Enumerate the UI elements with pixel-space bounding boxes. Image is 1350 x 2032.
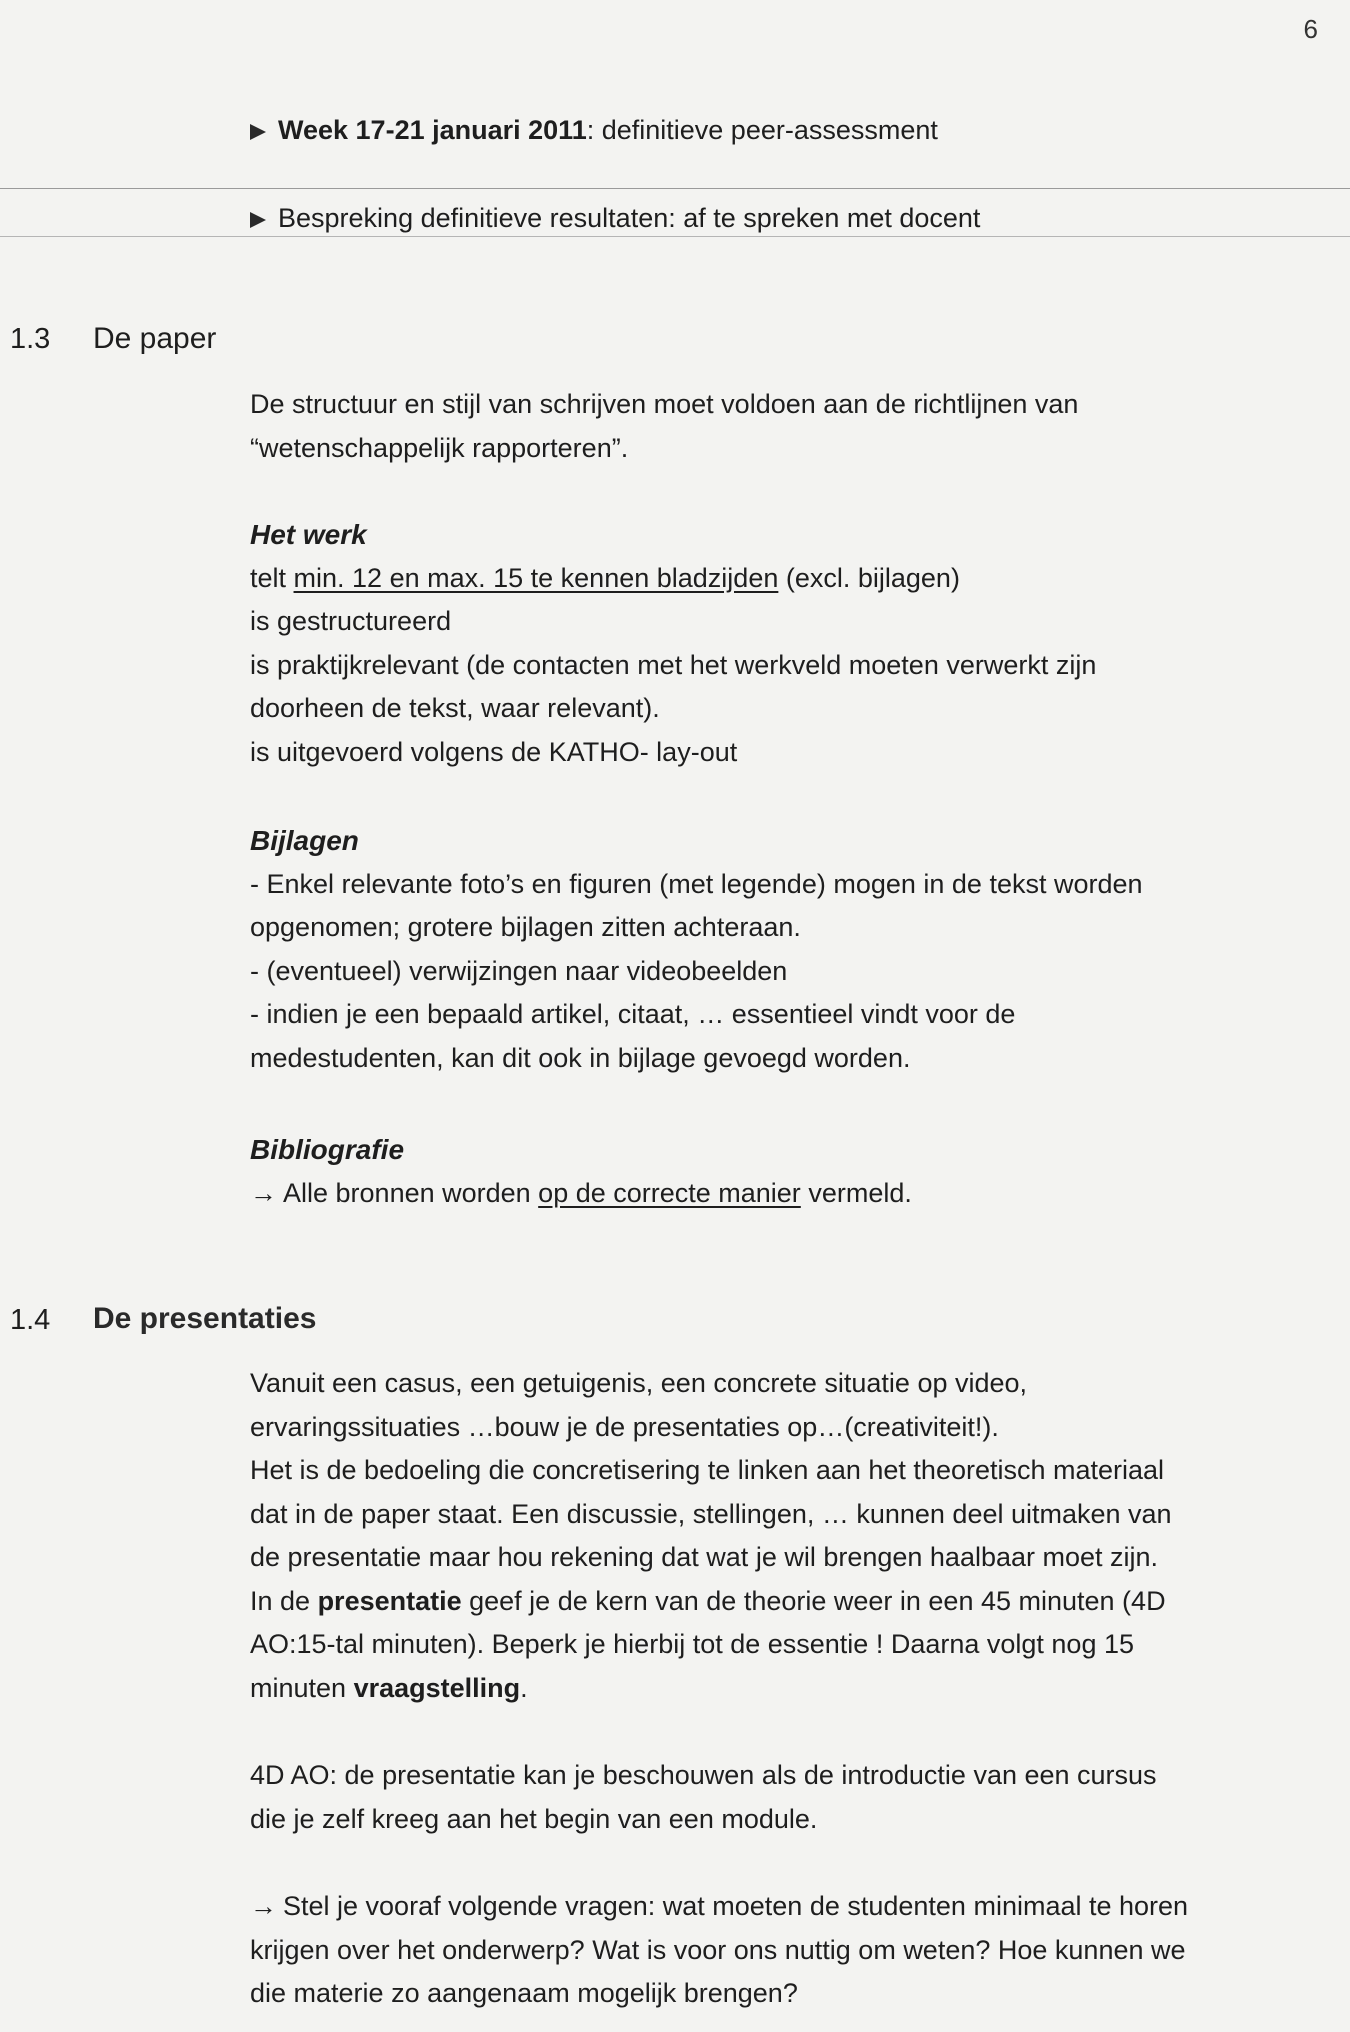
presentaties-line: de presentatie maar hou rekening dat wat je wil brengen haalbaar moet zijn. (250, 1542, 1159, 1572)
section-number: 1.4 (10, 1304, 51, 1336)
divider-line (0, 236, 1350, 237)
werk-line: is praktijkrelevant (de contacten met het werkveld moeten verwerkt zijn (250, 649, 1097, 680)
schedule-item-bespreking (250, 200, 980, 236)
bibliografie-line: → Alle bronnen worden op de correcte manier vermeld. (250, 1177, 912, 1208)
paper-section-body (250, 383, 1320, 470)
citation-requirement: op de correcte manier (538, 1177, 801, 1208)
presentaties-paragraph-2 (250, 1754, 1320, 1841)
schedule-week-text: : definitieve peer-assessment (586, 115, 938, 145)
presentaties-line: Het is de bedoeling die concretisering te linken aan het theoretisch materiaal (250, 1455, 1165, 1485)
schedule-bespreking-text: Bespreking definitieve resultaten: af te spreken met docent (278, 203, 981, 233)
werk-line: is gestructureerd (250, 606, 452, 636)
divider-line (0, 188, 1350, 189)
section-title: De presentaties (93, 1302, 317, 1335)
schedule-week-label: Week 17-21 januari 2011 (278, 115, 587, 145)
presentaties-line: krijgen over het onderwerp? Wat is voor ons nuttig om weten? Hoe kunnen we (250, 1934, 1186, 1965)
bibliografie-subsection (250, 1128, 1320, 1215)
page-count-requirement: min. 12 en max. 15 te kennen bladzijden (293, 562, 779, 593)
vraagstelling-keyword: vraagstelling (353, 1672, 521, 1703)
presentaties-line: ervaringssituaties …bouw je de presentaties op…(creativiteit!). (250, 1411, 999, 1442)
presentaties-line: Vanuit een casus, een getuigenis, een concrete situatie op video, (250, 1368, 1028, 1398)
triangle-bullet-icon (250, 124, 266, 140)
bijlagen-line: - (eventueel) verwijzingen naar videobeelden (250, 955, 788, 986)
presentaties-paragraph-3 (250, 1885, 1320, 2016)
bijlagen-line: - Enkel relevante foto’s en figuren (met legende) mogen in de tekst worden (250, 868, 1143, 899)
presentatie-keyword: presentatie (317, 1585, 462, 1616)
presentaties-line: die je zelf kreeg aan het begin van een module. (250, 1803, 818, 1834)
werk-line: telt min. 12 en max. 15 te kennen bladzijden (excl. bijlagen) (250, 562, 960, 593)
bijlagen-heading: Bijlagen (250, 825, 359, 856)
werk-line: doorheen de tekst, waar relevant). (250, 693, 660, 723)
presentaties-line: In de presentatie geef je de kern van de theorie weer in een 45 minuten (4D (250, 1585, 1166, 1616)
bijlagen-line: - indien je een bepaald artikel, citaat, … essentieel vindt voor de (250, 999, 1016, 1029)
section-number: 1.3 (10, 323, 51, 355)
bibliografie-heading: Bibliografie (250, 1134, 405, 1165)
bijlagen-line: medestudenten, kan dit ook in bijlage gevoegd worden. (250, 1042, 911, 1073)
presentaties-line: minuten vraagstelling. (250, 1672, 528, 1703)
paper-intro-line: “wetenschappelijk rapporteren”. (250, 432, 629, 463)
right-arrow-icon: → (250, 1177, 277, 1208)
presentaties-line: die materie zo aangenaam mogelijk brengen? (250, 1978, 798, 2008)
werk-line: is uitgevoerd volgens de KATHO- lay-out (250, 736, 738, 767)
presentaties-line: dat in de paper staat. Een discussie, stellingen, … kunnen deel uitmaken van (250, 1498, 1172, 1529)
bijlagen-subsection (250, 819, 1320, 1080)
werk-heading: Het werk (250, 519, 367, 550)
bijlagen-line: opgenomen; grotere bijlagen zitten achteraan. (250, 912, 801, 942)
presentaties-line: AO:15-tal minuten). Beperk je hierbij tot de essentie ! Daarna volgt nog 15 (250, 1629, 1134, 1659)
section-title: De paper (93, 322, 217, 355)
triangle-bullet-icon (250, 212, 266, 228)
right-arrow-icon: → (250, 1891, 277, 1921)
schedule-item-week (250, 112, 938, 148)
presentaties-line: 4D AO: de presentatie kan je beschouwen als de introductie van een cursus (250, 1760, 1157, 1790)
werk-subsection (250, 513, 1320, 774)
presentaties-line: → Stel je vooraf volgende vragen: wat moeten de studenten minimaal te horen (250, 1891, 1189, 1921)
page-number: 6 (1303, 14, 1318, 44)
paper-intro-line: De structuur en stijl van schrijven moet voldoen aan de richtlijnen van (250, 389, 1079, 419)
presentaties-paragraph-1 (250, 1362, 1320, 1710)
